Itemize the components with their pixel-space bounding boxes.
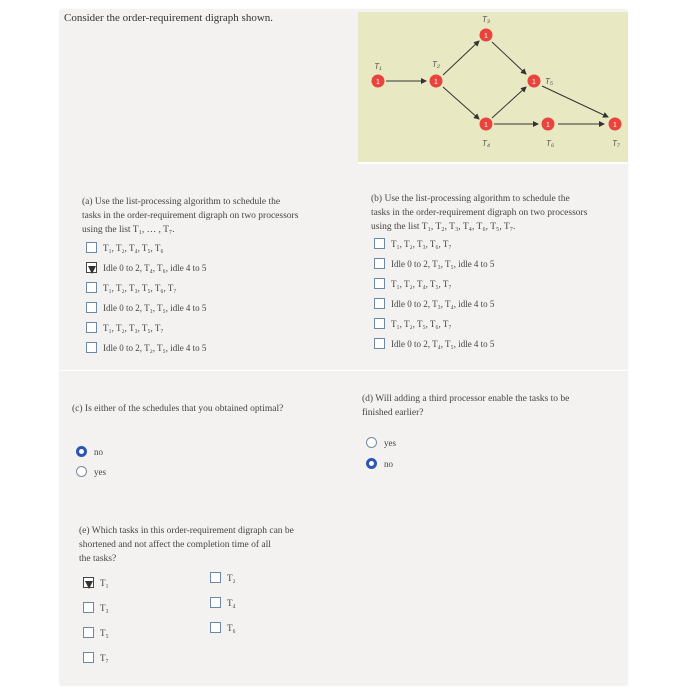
part-e-option-t7[interactable] xyxy=(83,652,109,663)
checkbox[interactable] xyxy=(374,238,385,249)
checkbox[interactable] xyxy=(374,258,385,269)
part-e-option-t4[interactable] xyxy=(210,597,236,608)
digraph-svg xyxy=(358,12,628,162)
node-t6 xyxy=(542,118,555,149)
node-t2-label: T₂ xyxy=(432,60,440,69)
part-b-question-line: using the list T₁, T₂, T₃, T₄, T₆, T₅, T₇. xyxy=(371,222,516,232)
part-c-question: (c) Is either of the schedules that you obtained optimal? xyxy=(72,404,284,414)
checkbox[interactable] xyxy=(374,338,385,349)
part-b-option-2[interactable] xyxy=(374,258,494,269)
checkbox[interactable] xyxy=(210,597,221,608)
checkbox-checked[interactable] xyxy=(86,262,97,273)
part-a-question-line: (a) Use the list-processing algorithm to schedule the xyxy=(82,197,281,207)
part-e-question-line: the tasks? xyxy=(79,554,117,564)
part-b-question-line: tasks in the order-requirement digraph on two processors xyxy=(371,208,588,218)
part-e-option-label: T₄ xyxy=(227,597,236,608)
node-t4 xyxy=(480,118,493,149)
node-t5-label: T₅ xyxy=(544,77,554,86)
part-c-option-label: no xyxy=(94,446,103,457)
part-a-option-2[interactable] xyxy=(86,262,206,273)
part-e-question-line: shortened and not affect the completion time of all xyxy=(79,540,271,550)
checkbox[interactable] xyxy=(210,572,221,583)
part-d-question xyxy=(362,392,569,420)
part-a-question-line: using the list T₁, … , T₇. xyxy=(82,225,175,235)
checkbox[interactable] xyxy=(86,282,97,293)
part-e-option-label: T₇ xyxy=(100,652,109,663)
part-a-option-label: T₁, T₂, T₄, T₅, T₆ xyxy=(103,242,164,253)
node-t3 xyxy=(480,15,493,42)
edge-t5-t7 xyxy=(542,86,608,117)
part-e-option-t3[interactable] xyxy=(83,602,109,613)
part-a-option-label: T₁, T₂, T₃, T₅, T₆, T₇ xyxy=(103,282,177,293)
part-e-option-label: T₁ xyxy=(100,577,109,588)
node-t1-weight: 1 xyxy=(376,79,380,86)
node-t3-label: T₃ xyxy=(481,15,491,24)
node-t7-weight: 1 xyxy=(613,122,617,129)
part-b-option-label: Idle 0 to 2, T₄, T₅, idle 4 to 5 xyxy=(391,338,495,349)
part-b-option-label: Idle 0 to 2, T₃, T₄, idle 4 to 5 xyxy=(391,298,495,309)
part-b-option-4[interactable] xyxy=(374,298,494,309)
part-e-option-t5[interactable] xyxy=(83,627,109,638)
problem-title: Consider the order-requirement digraph shown. xyxy=(64,12,274,24)
part-e-question xyxy=(79,524,294,566)
part-e-option-label: T₆ xyxy=(227,622,236,633)
part-d-option-label: no xyxy=(384,458,393,469)
part-b-option-label: T₁, T₂, T₄, T₅, T₇ xyxy=(391,278,452,289)
part-b-option-label: T₁, T₂, T₃, T₆, T₇ xyxy=(391,238,452,249)
part-a-option-5[interactable] xyxy=(86,322,164,333)
node-t6-weight: 1 xyxy=(546,122,550,129)
node-t5 xyxy=(528,75,554,88)
checkbox[interactable] xyxy=(86,242,97,253)
part-b-option-5[interactable] xyxy=(374,318,452,329)
part-b-question-line: (b) Use the list-processing algorithm to schedule the xyxy=(371,194,570,204)
node-t2 xyxy=(430,60,443,88)
checkbox[interactable] xyxy=(86,322,97,333)
part-a-option-3[interactable] xyxy=(86,282,177,293)
part-e-option-t1[interactable] xyxy=(83,577,109,588)
node-t3-weight: 1 xyxy=(484,33,488,40)
node-t1 xyxy=(372,62,385,88)
part-c-option-no[interactable] xyxy=(76,446,103,457)
node-t7-label: T₇ xyxy=(612,139,620,148)
checkbox[interactable] xyxy=(374,278,385,289)
edge-t4-t5 xyxy=(492,87,526,118)
node-t4-label: T₄ xyxy=(481,139,491,148)
node-t1-label: T₁ xyxy=(374,62,382,71)
part-a-option-4[interactable] xyxy=(86,302,206,313)
part-b-option-label: T₁, T₂, T₅, T₆, T₇ xyxy=(391,318,452,329)
part-b-option-3[interactable] xyxy=(374,278,452,289)
part-a-option-label: T₁, T₂, T₃, T₅, T₇ xyxy=(103,322,164,333)
part-e-option-label: T₂ xyxy=(227,572,236,583)
radio-selected[interactable] xyxy=(76,446,87,457)
part-b-option-6[interactable] xyxy=(374,338,494,349)
checkbox[interactable] xyxy=(86,302,97,313)
part-a-option-6[interactable] xyxy=(86,342,206,353)
part-d-question-line: finished earlier? xyxy=(362,408,424,418)
checkbox-checked[interactable] xyxy=(83,577,94,588)
part-b-option-1[interactable] xyxy=(374,238,452,249)
checkbox[interactable] xyxy=(83,602,94,613)
checkbox[interactable] xyxy=(210,622,221,633)
radio-selected[interactable] xyxy=(366,458,377,469)
part-e-option-t2[interactable] xyxy=(210,572,236,583)
part-c-option-label: yes xyxy=(94,466,106,477)
part-d-option-no[interactable] xyxy=(366,458,393,469)
part-a-question-line: tasks in the order-requirement digraph on two processors xyxy=(82,211,299,221)
part-d-option-label: yes xyxy=(384,437,396,448)
edge-t2-t4 xyxy=(443,87,479,119)
checkbox[interactable] xyxy=(83,652,94,663)
part-e-option-label: T₅ xyxy=(100,627,109,638)
part-e-option-t6[interactable] xyxy=(210,622,236,633)
checkbox[interactable] xyxy=(374,298,385,309)
part-a-question xyxy=(82,195,298,237)
edge-t3-t5 xyxy=(492,42,526,74)
part-d-question-line: (d) Will adding a third processor enable the tasks to be xyxy=(362,394,570,404)
radio[interactable] xyxy=(76,466,87,477)
part-a-option-label: Idle 0 to 2, T₁, T₅, idle 4 to 5 xyxy=(103,302,207,313)
node-t5-weight: 1 xyxy=(532,79,536,86)
radio[interactable] xyxy=(366,437,377,448)
checkbox[interactable] xyxy=(374,318,385,329)
part-b-option-label: Idle 0 to 2, T₃, T₅, idle 4 to 5 xyxy=(391,258,495,269)
part-b-question xyxy=(371,192,587,234)
part-d-option-yes[interactable] xyxy=(366,437,396,448)
part-e-question-line: (e) Which tasks in this order-requirement digraph can be xyxy=(79,526,294,536)
part-a-option-label: Idle 0 to 2, T₄, T₆, idle 4 to 5 xyxy=(103,262,207,273)
part-c-option-yes[interactable] xyxy=(76,466,106,477)
node-t2-weight: 1 xyxy=(434,79,438,86)
checkbox[interactable] xyxy=(86,342,97,353)
node-t6-label: T₆ xyxy=(545,139,555,148)
part-a-option-1[interactable] xyxy=(86,242,164,253)
edge-t2-t3 xyxy=(443,41,479,75)
part-e-option-label: T₃ xyxy=(100,602,109,613)
scan-gap-mid xyxy=(60,370,627,371)
part-a-option-label: Idle 0 to 2, T₂, T₅, idle 4 to 5 xyxy=(103,342,207,353)
node-t7 xyxy=(609,118,622,149)
order-requirement-digraph xyxy=(358,12,628,162)
scan-gap-top xyxy=(358,162,627,164)
checkbox[interactable] xyxy=(83,627,94,638)
node-t4-weight: 1 xyxy=(484,122,488,129)
